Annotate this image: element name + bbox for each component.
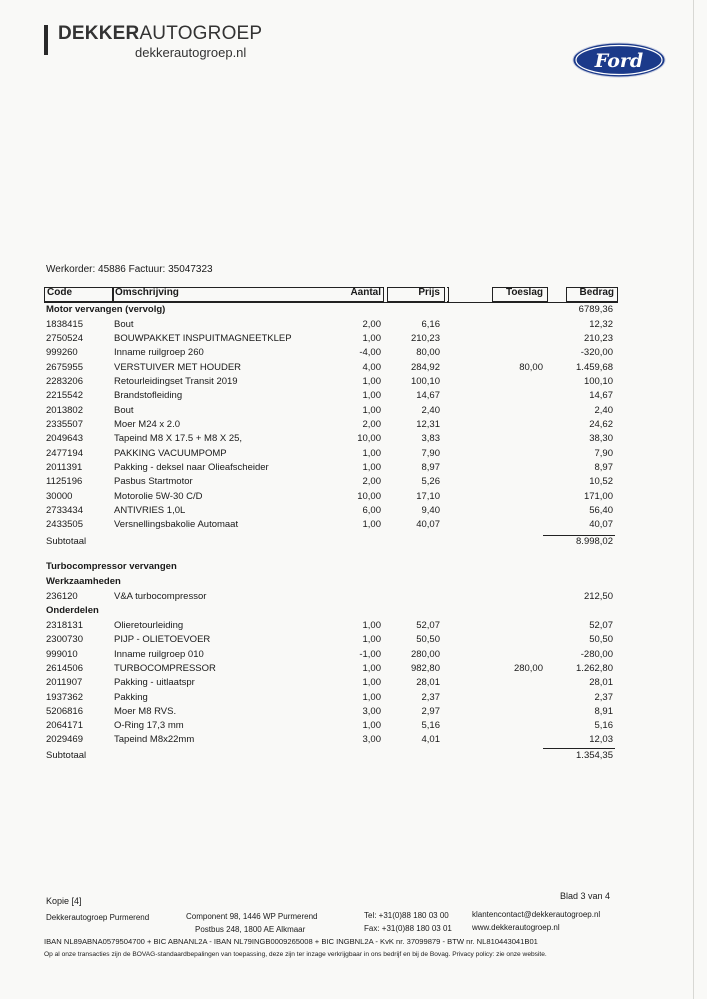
cell-price: 80,00 (416, 347, 440, 359)
cell-description: Tapeind M8x22mm (114, 734, 195, 746)
ford-logo-icon (572, 42, 666, 78)
cell-description: V&A turbocompressor (114, 591, 207, 602)
cell-amount: 210,23 (583, 332, 613, 344)
labor-title-row (0, 576, 707, 590)
cell-qty: 2,00 (362, 318, 381, 330)
header-cell-sep-2 (447, 287, 449, 302)
table-row (0, 634, 707, 648)
cell-description: Inname ruilgroep 010 (114, 648, 204, 660)
footer-address-2: Postbus 248, 1800 AE Alkmaar (195, 925, 306, 934)
table-row (0, 333, 707, 347)
section-title-2: Turbocompressor vervangen (46, 561, 177, 572)
table-row (0, 734, 707, 748)
cell-surcharge: 280,00 (513, 662, 543, 674)
cell-qty: -4,00 (359, 347, 381, 359)
cell-code: 1838415 (46, 318, 83, 330)
cell-amount: 50,50 (589, 634, 613, 646)
cell-amount: -280,00 (580, 648, 613, 660)
cell-qty: 2,00 (362, 476, 381, 488)
cell-code: 2750524 (46, 332, 83, 344)
cell-qty: 1,00 (362, 390, 381, 402)
cell-code: 2283206 (46, 375, 83, 387)
cell-price: 6,16 (421, 318, 440, 330)
cell-description: Moer M8 RVS. (114, 705, 177, 717)
cell-description: VERSTUIVER MET HOUDER (114, 361, 242, 373)
cell-qty: 1,00 (362, 462, 381, 473)
table-row (0, 376, 707, 390)
cell-code: 2335507 (46, 418, 83, 430)
cell-amount: 100,10 (583, 375, 613, 387)
cell-description: O-Ring 17,3 mm (114, 720, 184, 732)
table-row (0, 649, 707, 663)
table-row (0, 692, 707, 706)
table-row (0, 433, 707, 447)
column-header-code: Code (47, 287, 72, 298)
table-row (0, 462, 707, 476)
cell-qty: 1,00 (362, 691, 381, 703)
table-row (0, 405, 707, 419)
cell-description: Olieretourleiding (114, 620, 184, 631)
cell-price: 17,10 (416, 490, 440, 502)
section-title-row (0, 304, 707, 318)
cell-price: 100,10 (410, 375, 440, 387)
cell-description: ANTIVRIES 1,0L (114, 505, 186, 517)
cell-qty: 1,00 (362, 620, 381, 631)
table-row (0, 319, 707, 333)
cell-qty: 6,00 (362, 505, 381, 517)
cell-description: Inname ruilgroep 260 (114, 347, 204, 359)
cell-amount: 28,01 (589, 677, 613, 689)
cell-price: 4,01 (421, 734, 440, 746)
cell-qty: 10,00 (357, 490, 381, 502)
table-row (0, 720, 707, 734)
cell-description: Pakking - deksel naar Olieafscheider (114, 462, 269, 473)
table-row (0, 706, 707, 720)
cell-code: 2614506 (46, 662, 83, 674)
table-row (0, 519, 707, 533)
parts-title-row (0, 605, 707, 619)
cell-price: 40,07 (416, 519, 440, 531)
cell-amount: 12,03 (589, 734, 613, 746)
cell-amount: 2,37 (594, 691, 613, 703)
cell-price: 5,16 (421, 720, 440, 732)
cell-code: 2029469 (46, 734, 83, 746)
parts-title: Onderdelen (46, 605, 99, 616)
table-row (0, 663, 707, 677)
table-row (0, 620, 707, 634)
cell-description: Motorolie 5W-30 C/D (114, 490, 203, 502)
cell-amount: 8,97 (594, 462, 613, 473)
subtotal-row-2 (0, 750, 707, 764)
cell-code: 1937362 (46, 691, 83, 703)
cell-price: 3,83 (421, 433, 440, 445)
cell-qty: 3,00 (362, 705, 381, 717)
cell-surcharge: 80,00 (519, 361, 543, 373)
cell-description: Bout (114, 318, 134, 330)
cell-qty: 1,00 (362, 375, 381, 387)
cell-amount: 10,52 (589, 476, 613, 488)
cell-code: 2300730 (46, 634, 83, 646)
table-row (0, 476, 707, 490)
footer-website: www.dekkerautogroep.nl (472, 923, 560, 932)
header-cell-sep-1 (382, 287, 384, 302)
cell-description: Versnellingsbakolie Automaat (114, 519, 239, 531)
ford-logo-text: Ford (594, 50, 644, 72)
table-row (0, 505, 707, 519)
cell-price: 2,40 (421, 404, 440, 416)
cell-description: PAKKING VACUUMPOMP (114, 447, 227, 459)
cell-price: 2,37 (421, 691, 440, 703)
cell-code: 1125196 (46, 476, 83, 488)
cell-description: Moer M24 x 2.0 (114, 418, 180, 430)
cell-price: 9,40 (421, 505, 440, 517)
cell-description: Pasbus Startmotor (114, 476, 193, 488)
cell-price: 14,67 (416, 390, 440, 402)
cell-code: 999260 (46, 347, 78, 359)
cell-price: 210,23 (410, 332, 440, 344)
footer-fax: Fax: +31(0)88 180 03 01 (364, 924, 452, 933)
labor-title: Werkzaamheden (46, 576, 121, 587)
cell-amount: 38,30 (589, 433, 613, 445)
copy-label: Kopie [4] (46, 896, 82, 906)
footer-phone: Tel: +31(0)88 180 03 00 (364, 911, 449, 920)
brand-bar (44, 25, 48, 55)
cell-price: 50,50 (416, 634, 440, 646)
cell-code: 5206816 (46, 705, 83, 717)
table-row (0, 347, 707, 361)
cell-price: 280,00 (410, 648, 440, 660)
subtotal-amount: 8.998,02 (576, 536, 613, 547)
cell-description: Retourleidingset Transit 2019 (114, 375, 238, 387)
column-header-qty: Aantal (350, 287, 381, 298)
cell-amount: 1.262,80 (576, 662, 613, 674)
cell-amount: 56,40 (589, 505, 613, 517)
cell-price: 28,01 (416, 677, 440, 689)
cell-description: BOUWPAKKET INSPUITMAGNEETKLEP (114, 332, 292, 344)
cell-code: 30000 (46, 490, 73, 502)
cell-amount: -320,00 (580, 347, 613, 359)
cell-code: 2049643 (46, 433, 83, 445)
cell-qty: 1,00 (362, 662, 381, 674)
cell-amount: 14,67 (589, 390, 613, 402)
cell-code: 2011907 (46, 677, 83, 689)
footer-bank-details: IBAN NL89ABNA0579504700 + BIC ABNANL2A - IBAN NL79INGB0009265008 + BIC INGBNL2A - KvK nr. 37099879 - BTW nr. NL810443041B01 (44, 937, 538, 946)
cell-qty: 1,00 (362, 634, 381, 646)
table-row (0, 390, 707, 404)
cell-code: 2675955 (46, 361, 83, 373)
cell-description: Pakking (114, 691, 148, 703)
cell-code: 999010 (46, 648, 78, 660)
table-row (0, 362, 707, 376)
cell-qty: 1,00 (362, 332, 381, 344)
cell-amount: 212,50 (583, 591, 613, 602)
cell-code: 2013802 (46, 404, 83, 416)
column-header-surcharge: Toeslag (505, 287, 543, 298)
cell-amount: 171,00 (583, 490, 613, 502)
cell-qty: 1,00 (362, 677, 381, 689)
cell-qty: 3,00 (362, 734, 381, 746)
company-website: dekkerautogroep.nl (135, 45, 247, 60)
subtotal-rule-2 (543, 748, 615, 749)
column-header-description: Omschrijving (115, 287, 179, 298)
cell-amount: 2,40 (594, 404, 613, 416)
section-title: Motor vervangen (vervolg) (46, 304, 166, 315)
order-meta: Werkorder: 45886 Factuur: 35047323 (46, 264, 213, 275)
cell-qty: 1,00 (362, 720, 381, 732)
table-row (0, 491, 707, 505)
cell-code: 2064171 (46, 720, 83, 732)
cell-code: 2011391 (46, 462, 83, 473)
cell-description: TURBOCOMPRESSOR (114, 662, 216, 674)
cell-description: PIJP - OLIETOEVOER (114, 634, 211, 646)
cell-code: 2215542 (46, 390, 83, 402)
brand-light: AUTOGROEP (139, 23, 263, 44)
cell-price: 8,97 (421, 462, 440, 473)
carry-over-amount: 6789,36 (578, 304, 613, 315)
cell-code: 236120 (46, 591, 78, 602)
company-logo-text (58, 23, 262, 45)
cell-amount: 7,90 (594, 447, 613, 459)
cell-code: 2318131 (46, 620, 83, 631)
cell-code: 2477194 (46, 447, 83, 459)
section-title-row-2 (0, 561, 707, 575)
cell-code: 2733434 (46, 505, 83, 517)
cell-amount: 1.459,68 (576, 361, 613, 373)
footer-terms: Op al onze transacties zijn de BOVAG-standaardbepalingen van toepassing, deze zijn ter inzage verkrijgbaar in ons bedrijf en bij de Bovag. Privacy policy: zie onze website. (44, 951, 547, 958)
table-row (0, 677, 707, 691)
footer-email: klantencontact@dekkerautogroep.nl (472, 910, 601, 919)
cell-description: Pakking - uitlaatspr (114, 677, 195, 689)
cell-description: Bout (114, 404, 134, 416)
page-number: Blad 3 van 4 (560, 891, 611, 901)
cell-qty: 10,00 (357, 433, 381, 445)
cell-code: 2433505 (46, 519, 83, 531)
cell-amount: 8,91 (594, 705, 613, 717)
cell-amount: 24,62 (589, 418, 613, 430)
cell-price: 5,26 (421, 476, 440, 488)
cell-description: Brandstofleiding (114, 390, 183, 402)
cell-description: Tapeind M8 X 17.5 + M8 X 25, (114, 433, 243, 445)
cell-qty: 1,00 (362, 519, 381, 531)
header-underline (44, 302, 618, 303)
subtotal-row-1 (0, 536, 707, 550)
subtotal-label: Subtotaal (46, 750, 87, 761)
table-row (0, 448, 707, 462)
cell-price: 284,92 (410, 361, 440, 373)
cell-qty: 1,00 (362, 404, 381, 416)
cell-price: 7,90 (421, 447, 440, 459)
cell-qty: 2,00 (362, 418, 381, 430)
cell-price: 2,97 (421, 705, 440, 717)
footer-company: Dekkerautogroep Purmerend (46, 913, 150, 922)
cell-qty: 4,00 (362, 361, 381, 373)
cell-qty: -1,00 (359, 648, 381, 660)
table-row (0, 591, 707, 605)
column-header-price: Prijs (418, 287, 440, 298)
cell-price: 52,07 (416, 620, 440, 631)
cell-amount: 12,32 (589, 318, 613, 330)
cell-amount: 40,07 (589, 519, 613, 531)
column-header-amount: Bedrag (579, 287, 614, 298)
cell-amount: 5,16 (594, 720, 613, 732)
brand-bold: DEKKER (58, 23, 140, 44)
cell-price: 12,31 (416, 418, 440, 430)
footer-address-1: Component 98, 1446 WP Purmerend (186, 912, 318, 921)
subtotal-amount: 1.354,35 (576, 750, 613, 761)
cell-amount: 52,07 (589, 620, 613, 631)
cell-qty: 1,00 (362, 447, 381, 459)
table-row (0, 419, 707, 433)
subtotal-label: Subtotaal (46, 536, 87, 547)
cell-price: 982,80 (410, 662, 440, 674)
